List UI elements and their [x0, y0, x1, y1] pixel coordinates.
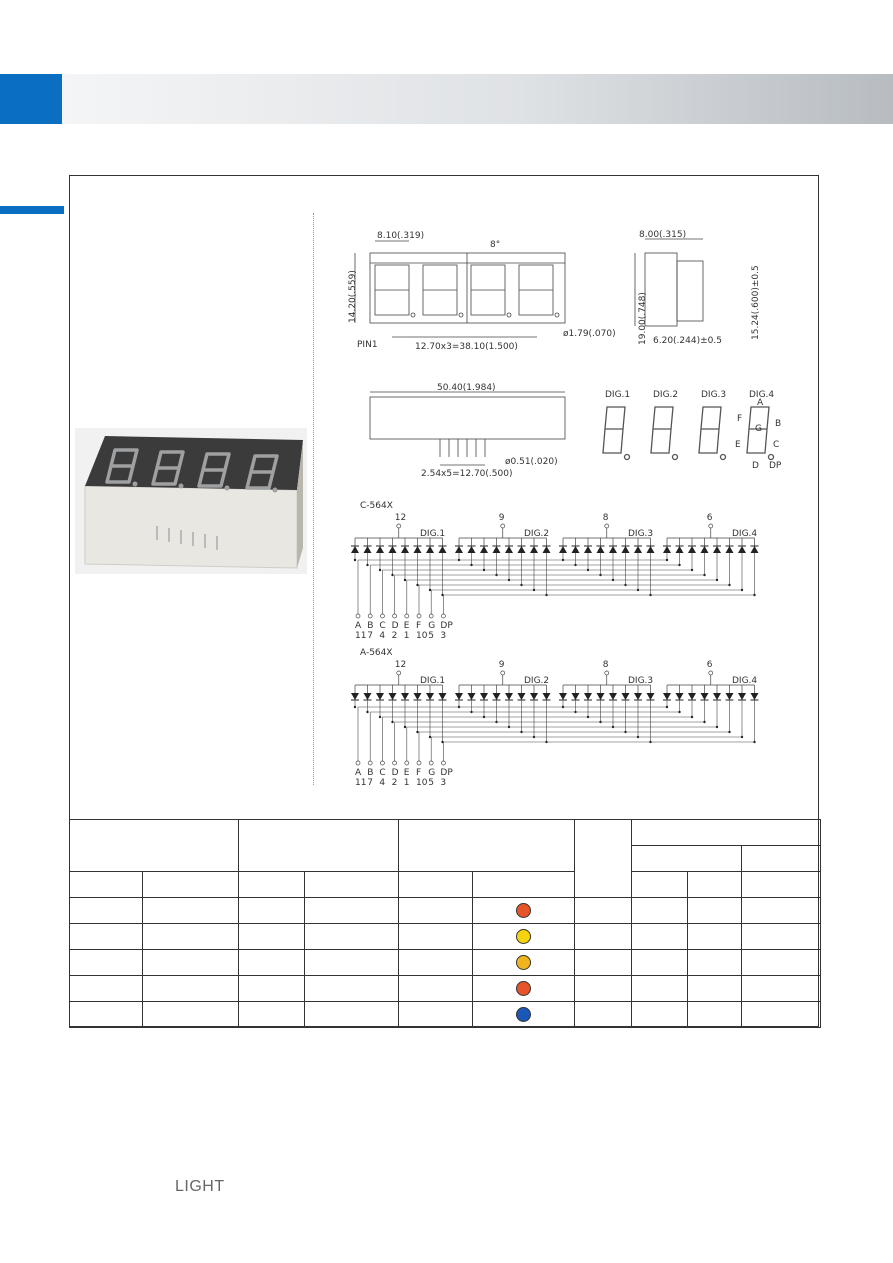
led-diode: [493, 693, 501, 700]
led-diode: [414, 546, 422, 553]
table-cell: [742, 898, 821, 924]
segment-pin: [429, 761, 433, 765]
dim-side-inner: 15.24(.600)±0.5: [751, 265, 761, 340]
digit-label-4: DIG.4: [749, 390, 775, 400]
led-diode: [468, 693, 476, 700]
segment-pin-number: 5: [428, 631, 434, 641]
table-cell: [688, 898, 742, 924]
junction-dot: [391, 574, 393, 576]
dim-side-width: 8.00(.315): [639, 230, 687, 240]
table-cell: [143, 924, 239, 950]
segment-label-d: D: [752, 461, 759, 471]
common-pin: [605, 671, 609, 675]
led-diode: [414, 693, 422, 700]
led-diode: [505, 546, 513, 553]
header-cell: [70, 820, 239, 872]
bottom-view: [370, 392, 565, 465]
led-diode: [726, 693, 734, 700]
dim-hole: ø1.79(.070): [563, 329, 616, 339]
header-bar: [62, 74, 893, 124]
common-pin: [397, 671, 401, 675]
color-dot: [516, 1007, 531, 1022]
led-diode: [609, 693, 617, 700]
segment-pin: [356, 614, 360, 618]
table-cell: [239, 950, 305, 976]
led-diode: [364, 546, 372, 553]
segment-pin-letter: F: [416, 621, 422, 631]
led-diode: [530, 546, 538, 553]
header-cell: [70, 872, 143, 898]
segment-pin-letter: DP: [440, 621, 453, 631]
led-diode: [597, 546, 605, 553]
header-cell: [473, 872, 575, 898]
led-diode: [713, 693, 721, 700]
table-cell: [305, 924, 399, 950]
table-cell: [632, 950, 688, 976]
table-cell: [239, 1002, 305, 1028]
table-cell: [575, 924, 632, 950]
common-pin-label: 9: [498, 660, 505, 670]
segment-label-f: F: [737, 414, 743, 424]
segment-pin-letter: C: [379, 768, 386, 778]
led-diode: [389, 546, 397, 553]
circuit-diagram-2: [351, 660, 759, 785]
common-pin-label: 8: [602, 660, 609, 670]
led-diode: [726, 546, 734, 553]
header-cell: [399, 872, 473, 898]
dim-side-bottom: 6.20(.244)±0.5: [653, 336, 722, 346]
led-diode: [572, 546, 580, 553]
common-pin: [501, 671, 505, 675]
table-row: [70, 898, 821, 924]
led-diode: [701, 546, 709, 553]
led-diode: [376, 546, 384, 553]
table-cell: [473, 976, 575, 1002]
led-diode: [751, 693, 759, 700]
color-dot: [516, 903, 531, 918]
segment-pin: [405, 761, 409, 765]
led-diode: [455, 693, 463, 700]
table-cell: [70, 1002, 143, 1028]
table-header-row: [70, 820, 821, 846]
segment-pin-letter: B: [367, 621, 374, 631]
table-cell: [473, 898, 575, 924]
table-cell: [688, 924, 742, 950]
table-cell: [575, 898, 632, 924]
table-cell: [239, 976, 305, 1002]
led-diode: [351, 693, 359, 700]
segment-pin-number: 2: [391, 778, 398, 785]
led-diode: [543, 546, 551, 553]
table-cell: [143, 976, 239, 1002]
led-diode: [701, 693, 709, 700]
segment-pin-number: 11: [355, 778, 367, 785]
table-cell: [143, 950, 239, 976]
led-diode: [663, 546, 671, 553]
color-dot: [516, 981, 531, 996]
header-cell: [632, 820, 821, 846]
led-diode: [559, 546, 567, 553]
led-diode: [439, 546, 447, 553]
common-pin: [605, 524, 609, 528]
segment-pin-number: 5: [428, 778, 434, 785]
table-cell: [632, 976, 688, 1002]
led-diode: [738, 693, 746, 700]
led-diode: [401, 546, 409, 553]
table-cell: [239, 924, 305, 950]
segment-pin: [393, 761, 397, 765]
junction-dot: [416, 731, 418, 733]
header-cell: [399, 820, 575, 872]
led-diode: [351, 546, 359, 553]
segment-label-a: A: [757, 398, 764, 408]
segment-pin: [441, 761, 445, 765]
table-cell: [473, 1002, 575, 1028]
dim-total-length: 50.40(1.984): [437, 383, 496, 393]
common-pin-label: 12: [394, 513, 407, 523]
led-diode: [584, 693, 592, 700]
led-diode: [738, 546, 746, 553]
common-pin: [397, 524, 401, 528]
dim-digit-width: 8.10(.319): [377, 231, 425, 241]
segment-pin: [441, 614, 445, 618]
segment-pin-letter: E: [403, 768, 410, 778]
dim-height: 14.20(.559): [348, 270, 358, 323]
table-cell: [143, 1002, 239, 1028]
segment-pin-number: 1: [403, 631, 410, 641]
led-diode: [676, 546, 684, 553]
led-diode: [663, 693, 671, 700]
led-diode: [543, 693, 551, 700]
junction-dot: [379, 716, 381, 718]
header-cell: [575, 820, 632, 898]
segment-label-c: C: [773, 440, 780, 450]
led-diode: [647, 546, 655, 553]
header-cell: [632, 872, 688, 898]
junction-dot: [404, 726, 406, 728]
junction-dot: [366, 564, 368, 566]
header-cell: [239, 872, 305, 898]
table-cell: [305, 976, 399, 1002]
common-pin-label: 8: [602, 513, 609, 523]
digit-group-label: DIG.1: [420, 529, 446, 539]
led-diode: [688, 693, 696, 700]
dim-pitch: 12.70x3=38.10(1.500): [415, 342, 518, 352]
led-diode: [713, 546, 721, 553]
led-diode: [439, 693, 447, 700]
table-cell: [473, 950, 575, 976]
digit-group-label: DIG.1: [420, 676, 446, 686]
segment-pin-letter: F: [416, 768, 422, 778]
segment-pin-letter: A: [355, 621, 362, 631]
led-diode: [426, 693, 434, 700]
segment-pin-number: 3: [440, 631, 447, 641]
table-cell: [70, 976, 143, 1002]
segment-pin: [380, 761, 384, 765]
segment-pin-letter: E: [403, 621, 410, 631]
header-cell: [742, 846, 821, 872]
junction-dot: [391, 721, 393, 723]
segment-pin-number: 10: [416, 778, 428, 785]
segment-pin: [356, 761, 360, 765]
led-diode: [401, 693, 409, 700]
table-cell: [632, 924, 688, 950]
table-cell: [305, 950, 399, 976]
table-cell: [399, 898, 473, 924]
table-cell: [70, 898, 143, 924]
led-diode: [597, 693, 605, 700]
table-cell: [688, 950, 742, 976]
common-pin-label: 12: [394, 660, 407, 670]
segment-pin-letter: G: [428, 621, 436, 631]
header-cell: [239, 820, 399, 872]
dim-side-height: 19.00(.748): [638, 292, 648, 345]
common-pin-label: 6: [706, 513, 713, 523]
table-cell: [632, 1002, 688, 1028]
segment-pin-letter: B: [367, 768, 374, 778]
digit-group-label: DIG.3: [628, 529, 654, 539]
led-diode: [647, 693, 655, 700]
digit-group-label: DIG.3: [628, 676, 654, 686]
led-diode: [364, 693, 372, 700]
table-row: [70, 924, 821, 950]
led-diode: [518, 546, 526, 553]
table-cell: [305, 1002, 399, 1028]
common-pin-label: 9: [498, 513, 505, 523]
common-pin: [501, 524, 505, 528]
table-cell: [575, 976, 632, 1002]
table-cell: [742, 1002, 821, 1028]
junction-dot: [416, 584, 418, 586]
segment-label-b: B: [775, 419, 782, 429]
segment-pin-number: 11: [355, 631, 367, 641]
dim-angle: 8°: [490, 240, 501, 250]
led-diode: [376, 693, 384, 700]
led-diode: [609, 546, 617, 553]
circuit-title-2: A-564X: [360, 648, 393, 658]
led-diode: [505, 693, 513, 700]
segment-pin: [368, 761, 372, 765]
led-diode: [455, 546, 463, 553]
led-diode: [634, 693, 642, 700]
header-cell: [143, 872, 239, 898]
segment-pin-letter: C: [379, 621, 386, 631]
header-cell: [305, 872, 399, 898]
segment-view: [603, 407, 774, 460]
common-pin: [709, 671, 713, 675]
junction-dot: [366, 711, 368, 713]
spec-table: [69, 819, 821, 1028]
common-pin-label: 6: [706, 660, 713, 670]
product-photo: [75, 428, 307, 574]
led-diode: [480, 693, 488, 700]
segment-pin-number: 2: [391, 631, 398, 641]
table-cell: [239, 898, 305, 924]
segment-pin-number: 4: [379, 631, 386, 641]
dim-pin1: PIN1: [357, 340, 378, 350]
table-cell: [742, 976, 821, 1002]
segment-label-g: G: [755, 424, 762, 434]
junction-dot: [429, 736, 431, 738]
segment-pin-number: 7: [367, 631, 373, 641]
segment-pin-number: 1: [403, 778, 410, 785]
table-cell: [399, 924, 473, 950]
led-diode: [493, 546, 501, 553]
digit-group-label: DIG.4: [732, 529, 758, 539]
header-cell: [632, 846, 742, 872]
segment-pin: [405, 614, 409, 618]
front-view: [355, 241, 565, 337]
led-diode: [468, 546, 476, 553]
segment-pin: [429, 614, 433, 618]
technical-drawing: [345, 225, 795, 785]
junction-dot: [379, 569, 381, 571]
segment-pin-letter: DP: [440, 768, 453, 778]
led-diode: [530, 693, 538, 700]
segment-pin: [380, 614, 384, 618]
table-cell: [305, 898, 399, 924]
color-dot: [516, 929, 531, 944]
table-cell: [688, 976, 742, 1002]
table-cell: [575, 950, 632, 976]
table-cell: [742, 950, 821, 976]
table-cell: [399, 950, 473, 976]
led-diode: [622, 546, 630, 553]
junction-dot: [429, 589, 431, 591]
segment-pin-letter: G: [428, 768, 436, 778]
dim-pin-pitch: 2.54x5=12.70(.500): [421, 469, 513, 479]
segment-pin-letter: A: [355, 768, 362, 778]
table-cell: [575, 1002, 632, 1028]
table-cell: [632, 898, 688, 924]
common-pin: [709, 524, 713, 528]
segment-pin-letter: D: [391, 768, 399, 778]
header-cell: [742, 872, 821, 898]
led-diode: [622, 693, 630, 700]
segment-pin-number: 3: [440, 778, 447, 785]
junction-dot: [354, 706, 356, 708]
color-dot: [516, 955, 531, 970]
segment-pin-number: 7: [367, 778, 373, 785]
table-cell: [473, 924, 575, 950]
digit-label-3: DIG.3: [701, 390, 727, 400]
section-marker: [0, 206, 64, 214]
led-diode: [518, 693, 526, 700]
table-cell: [399, 1002, 473, 1028]
digit-label-1: DIG.1: [605, 390, 631, 400]
junction-dot: [404, 579, 406, 581]
circuit-diagram-1: [351, 513, 759, 641]
led-diode: [676, 693, 684, 700]
circuit-title-1: C-564X: [360, 501, 393, 511]
junction-dot: [354, 559, 356, 561]
led-diode: [426, 546, 434, 553]
table-cell: [688, 1002, 742, 1028]
led-diode: [572, 693, 580, 700]
led-diode: [634, 546, 642, 553]
led-diode: [389, 693, 397, 700]
table-row: [70, 976, 821, 1002]
led-diode: [480, 546, 488, 553]
segment-label-e: E: [735, 440, 741, 450]
segment-pin-letter: D: [391, 621, 399, 631]
digit-group-label: DIG.2: [524, 529, 550, 539]
digit-group-label: DIG.4: [732, 676, 758, 686]
digit-group-label: DIG.2: [524, 676, 550, 686]
dim-pin-dia: ø0.51(.020): [505, 457, 558, 467]
table-cell: [70, 924, 143, 950]
segment-pin: [417, 761, 421, 765]
header-cell: [688, 872, 742, 898]
header-blue-tab: [0, 74, 62, 124]
led-diode: [559, 693, 567, 700]
digit-label-2: DIG.2: [653, 390, 679, 400]
segment-pin: [368, 614, 372, 618]
table-row: [70, 950, 821, 976]
led-diode: [688, 546, 696, 553]
table-row: [70, 1002, 821, 1028]
segment-pin: [417, 614, 421, 618]
segment-pin-number: 10: [416, 631, 428, 641]
led-diode: [751, 546, 759, 553]
table-cell: [399, 976, 473, 1002]
segment-pin-number: 4: [379, 778, 386, 785]
panel-divider: [313, 213, 314, 785]
footer-brand: LIGHT: [175, 1178, 225, 1195]
segment-pin: [393, 614, 397, 618]
table-cell: [143, 898, 239, 924]
led-diode: [584, 546, 592, 553]
table-cell: [742, 924, 821, 950]
table-cell: [70, 950, 143, 976]
segment-label-dp: DP: [769, 461, 782, 471]
